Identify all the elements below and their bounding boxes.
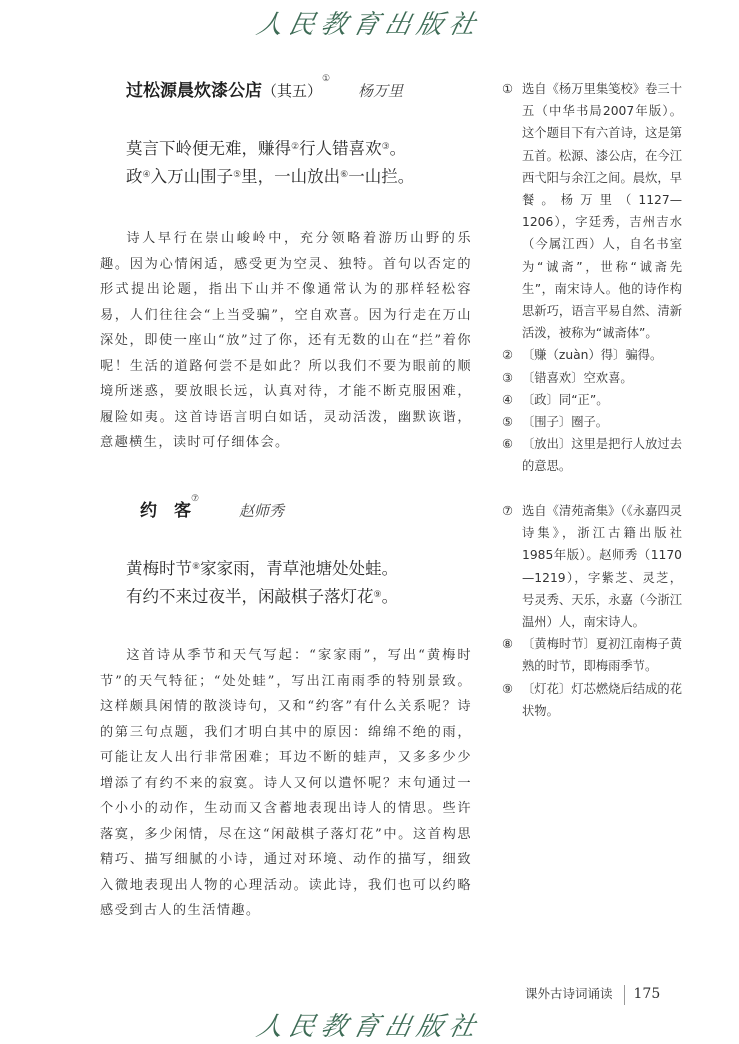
footnote-ref: ⑧ xyxy=(192,562,201,572)
line-text: 莫言下岭便无难，赚得 xyxy=(126,139,291,158)
poem-1-title-text: 过松源晨炊漆公店 xyxy=(126,81,262,101)
poem-1-commentary: 诗人早行在崇山峻岭中，充分领略着游历山野的乐趣。因为心情闲适，感受更为空灵、独特。首句以否定的形式提出论题，指出下山并不像通常认为的那样轻松容易，人们往往会“上当受骗”，空自欢喜。因为行走在万山深处，即使一座山“放”过了你，还有无数的山在“拦”着你呢！生活的道路何尝不是如此？所以我们不要为眼前的顺境所迷惑，要放眼长远，认真对待，才能不断克服困难，履险如夷。这首诗语言明白如话，灵动活泼，幽默诙谐，意趣横生，读时可仔细体会。 xyxy=(100,231,472,450)
line-text: 行人错喜欢 xyxy=(299,139,382,158)
line-text: 政 xyxy=(126,167,143,186)
poem-1-commentary-block xyxy=(100,226,472,456)
footnote-text: 〔政〕同“正”。 xyxy=(522,392,609,407)
line-text: 一山拦。 xyxy=(348,167,415,186)
poem-line xyxy=(126,555,471,583)
poem-1-title xyxy=(126,76,471,101)
poem-line xyxy=(126,163,471,191)
footnote-3 xyxy=(502,367,682,389)
poem-1 xyxy=(126,76,471,191)
line-text: 。 xyxy=(389,139,407,158)
footnote-text: 〔黄梅时节〕夏初江南梅子黄熟的时节，即梅雨季节。 xyxy=(522,637,682,674)
footnote-ref: ⑦ xyxy=(191,494,200,504)
section-name: 课外古诗词诵读 xyxy=(525,986,613,1001)
footnote-number: ② xyxy=(502,348,514,363)
footnote-number: ⑥ xyxy=(502,437,514,452)
footnote-number: ⑦ xyxy=(502,504,514,518)
footnote-number: ⑤ xyxy=(502,415,514,430)
poem-2-body xyxy=(126,555,471,611)
footnote-ref: ② xyxy=(291,142,300,152)
line-text: 入万山围子 xyxy=(150,167,234,186)
footnote-1 xyxy=(502,78,682,344)
publisher-logo-top: 人民教育出版社 xyxy=(253,10,485,40)
line-text: 有约不来过夜半，闲敲棋子落灯花 xyxy=(126,587,374,606)
footnote-4 xyxy=(502,389,682,411)
poem-2-title xyxy=(140,496,471,521)
footnotes-group-1 xyxy=(502,78,682,478)
footnote-2 xyxy=(502,344,682,366)
footnote-5 xyxy=(502,411,682,433)
poem-1-body xyxy=(126,135,471,191)
footnote-text: 选自《杨万里集笺校》卷三十五（中华书局2007年版）。这个题目下有六首诗，这是第五首。松源、漆公店，在今江西弋阳与余江之间。晨炊，早餐。杨万里（1127—1206），字廷秀，吉州吉水（今属江西）人，自名书室为“诚斋”，世称“诚斋先生”，南宋诗人。他的诗作构思新巧，语言平易自然、清新活泼，被称为“诚斋体”。 xyxy=(522,82,682,341)
footnote-text: 〔放出〕这里是把行人放过去的意思。 xyxy=(522,437,682,474)
footnotes-group-2 xyxy=(502,500,682,722)
footnote-text: 〔围子〕圈子。 xyxy=(522,415,609,430)
footnote-ref: ⑨ xyxy=(373,590,382,600)
poem-2-commentary: 这首诗从季节和天气写起：“家家雨”，写出“黄梅时节”的天气特征；“处处蛙”，写出江南雨季的特别景致。这样颇具闲情的散淡诗句，又和“约客”有什么关系呢？诗的第三句点题，我们才明白其中的原因：绵绵不绝的雨，可能让友人出行非常困难；耳边不断的蛙声，又多多少少增添了有约不来的寂寞。诗人又何以遣怀呢？末句通过一个小小的动作，生动而又含蓄地表现出诗人的情思。些许落寞，多少闲情，尽在这“闲敲棋子落灯花”中。这首构思精巧、描写细腻的小诗，通过对环境、动作的描写，细致入微地表现出人物的心理活动。读此诗，我们也可以约略感受到古人的生活情趣。 xyxy=(100,648,472,918)
poem-line xyxy=(126,583,471,611)
footnote-number: ⑧ xyxy=(502,637,514,652)
footnote-text: 〔赚（zuàn）得〕骗得。 xyxy=(522,348,663,363)
footnote-text: 〔错喜欢〕空欢喜。 xyxy=(522,370,633,385)
footnote-7 xyxy=(502,500,682,633)
footnote-number: ⑨ xyxy=(502,681,514,696)
poem-2 xyxy=(126,496,471,611)
poem-2-author: 赵师秀 xyxy=(239,502,285,520)
footnote-ref: ① xyxy=(322,74,331,84)
footnote-number: ④ xyxy=(502,392,514,407)
footnote-number: ③ xyxy=(502,370,514,385)
poem-2-title-text: 约 客 xyxy=(140,501,191,521)
footnote-8 xyxy=(502,633,682,677)
poem-2-commentary-block xyxy=(100,643,472,924)
poem-1-author: 杨万里 xyxy=(358,82,404,100)
line-text: 里，一山放出 xyxy=(241,167,341,186)
footer-divider xyxy=(624,985,625,1005)
footnote-text: 选自《清苑斋集》（《永嘉四灵诗集》，浙江古籍出版社1985年版）。赵师秀（1170—1219），字紫芝、灵芝，号灵秀、天乐，永嘉（今浙江温州）人，南宋诗人。 xyxy=(522,504,682,630)
page-number: 175 xyxy=(633,986,661,1002)
page-footer xyxy=(525,984,660,1005)
footnote-ref: ③ xyxy=(381,142,390,152)
line-text: 家家雨，青草池塘处处蛙。 xyxy=(200,559,399,578)
line-text: 黄梅时节 xyxy=(126,559,192,578)
footnote-9 xyxy=(502,678,682,722)
line-text: 。 xyxy=(381,587,399,606)
footnote-6 xyxy=(502,433,682,477)
footnote-ref: ⑥ xyxy=(340,170,349,180)
footnote-text: 〔灯花〕灯芯燃烧后结成的花状物。 xyxy=(522,681,682,718)
poem-1-subtitle: （其五） xyxy=(262,82,323,100)
poem-line xyxy=(126,135,471,163)
footnote-number: ① xyxy=(502,82,514,96)
publisher-logo-bottom: 人民教育出版社 xyxy=(253,1012,485,1042)
footnote-ref: ④ xyxy=(142,170,151,180)
footnote-ref: ⑤ xyxy=(233,170,242,180)
